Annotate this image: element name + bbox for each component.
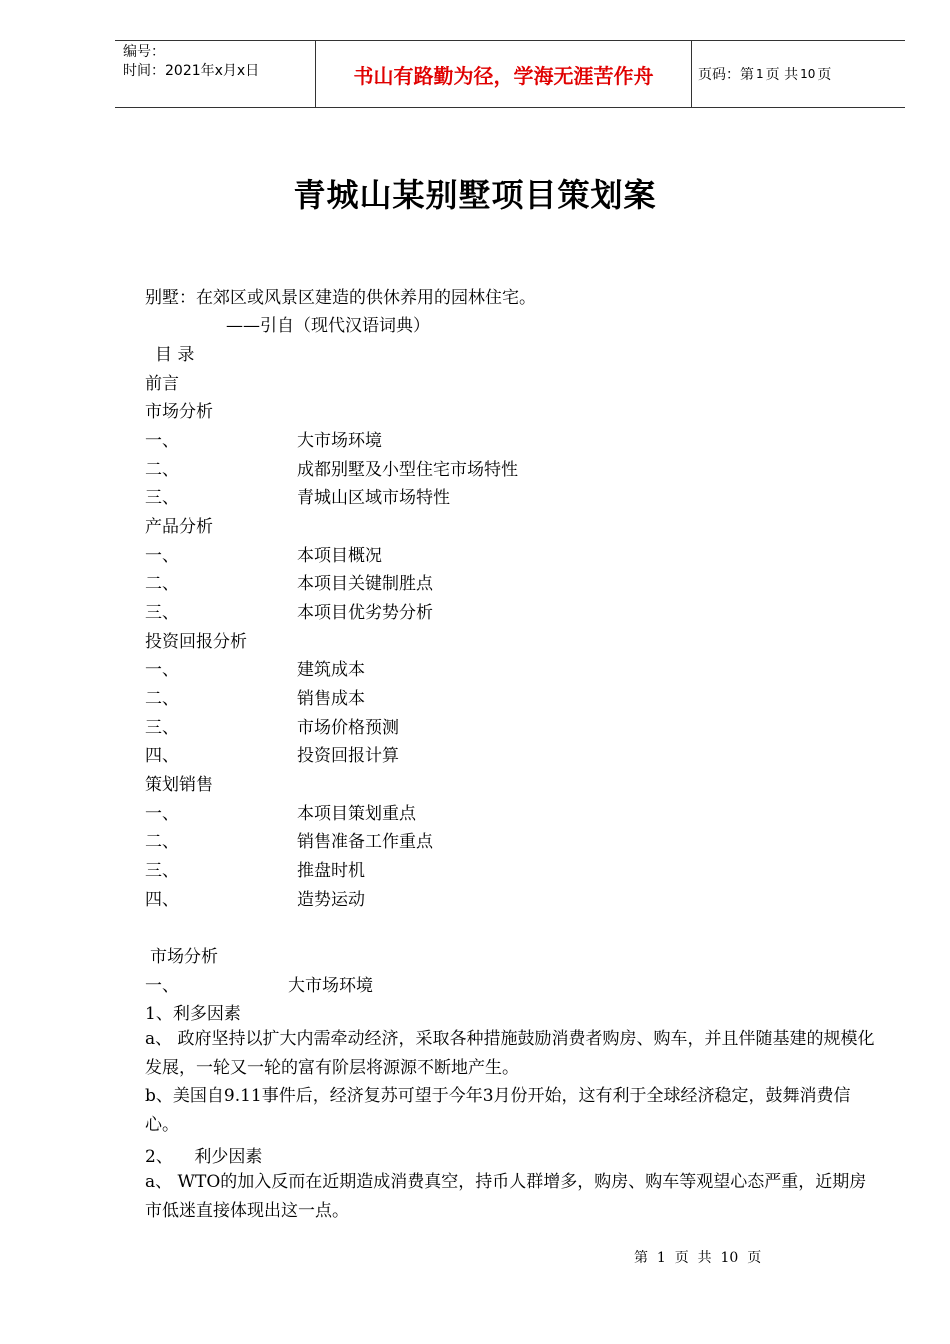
toc-item-num: 二、	[145, 832, 179, 852]
page-total: 10	[800, 67, 816, 81]
toc-item	[145, 569, 433, 594]
toc-item-num: 四、	[145, 890, 179, 910]
toc-item-num: 三、	[145, 488, 179, 508]
toc-item-num: 二、	[145, 689, 179, 709]
page-end: 页	[817, 67, 832, 83]
toc-item	[145, 684, 365, 709]
toc-preface: 前言	[145, 374, 179, 394]
toc-item-text: 建筑成本	[297, 660, 365, 680]
header-page-number	[698, 41, 831, 107]
toc-heading: 目 录	[155, 345, 195, 365]
toc-item-num: 一、	[145, 431, 179, 451]
toc-section-title: 策划销售	[145, 775, 213, 795]
header-meta	[115, 41, 315, 107]
toc-item-num: 二、	[145, 574, 179, 594]
toc-item-text: 销售成本	[297, 689, 365, 709]
toc-item	[145, 799, 416, 824]
toc-item	[145, 856, 365, 881]
page-footer: 第 1 页 共 10 页	[634, 1250, 762, 1266]
toc-item-text: 青城山区域市场特性	[297, 488, 450, 508]
toc-item-num: 三、	[145, 603, 179, 623]
toc-item	[145, 741, 399, 766]
toc-item	[145, 713, 399, 738]
page-header	[115, 40, 905, 108]
toc-item-num: 二、	[145, 460, 179, 480]
time-label: 时间：2021年x月x日	[123, 63, 260, 79]
citation-text: ——引自（现代汉语词典）	[226, 316, 430, 336]
toc-section-title: 产品分析	[145, 517, 213, 537]
toc-item-text: 大市场环境	[297, 431, 382, 451]
toc-item-text: 本项目优劣势分析	[297, 603, 433, 623]
toc-item-text: 推盘时机	[297, 861, 365, 881]
page-label: 页码：第	[698, 67, 754, 83]
toc-item	[145, 483, 450, 508]
toc-item-num: 三、	[145, 861, 179, 881]
toc-item-num: 四、	[145, 746, 179, 766]
toc-item-text: 造势运动	[297, 890, 365, 910]
toc-item	[145, 541, 382, 566]
section-title: 市场分析	[150, 947, 218, 967]
toc-item-num: 一、	[145, 546, 179, 566]
toc-item-text: 市场价格预测	[297, 718, 399, 738]
paragraph: b、美国自9.11事件后，经济复苏可望于今年3月份开始，这有利于全球经济稳定，鼓舞消费信心。	[145, 1086, 851, 1135]
toc-item-text: 成都别墅及小型住宅市场特性	[297, 460, 518, 480]
toc-item-text: 本项目策划重点	[297, 804, 416, 824]
toc-item	[145, 598, 433, 623]
toc-item-text: 本项目概况	[297, 546, 382, 566]
toc-item	[145, 827, 433, 852]
toc-item-num: 一、	[145, 660, 179, 680]
header-motto: 书山有路勤为径，学海无涯苦作舟	[315, 41, 692, 107]
toc-item-text: 销售准备工作重点	[297, 832, 433, 852]
factor-heading: 1、利多因素	[145, 1004, 241, 1024]
subsection-num: 一、	[145, 976, 179, 996]
subsection-text: 大市场环境	[288, 976, 373, 996]
number-label: 编号：	[123, 44, 165, 60]
factor-heading: 2、 利少因素	[145, 1147, 263, 1167]
toc-item	[145, 426, 382, 451]
page-mid: 页 共	[765, 67, 799, 83]
toc-item	[145, 655, 365, 680]
paragraph: a、 政府坚持以扩大内需牵动经济，采取各种措施鼓励消费者购房、购车，并且伴随基建的规模化发展，一轮又一轮的富有阶层将源源不断地产生。	[145, 1029, 875, 1078]
page-current: 1	[756, 67, 764, 81]
toc-item	[145, 885, 365, 910]
toc-item-text: 投资回报计算	[297, 746, 399, 766]
toc-section-title: 市场分析	[145, 402, 213, 422]
paragraph: a、 WTO的加入反而在近期造成消费真空，持币人群增多，购房、购车等观望心态严重，近期房市低迷直接体现出这一点。	[145, 1172, 867, 1221]
toc-item-text: 本项目关键制胜点	[297, 574, 433, 594]
definition-text: 别墅：在郊区或风景区建造的供休养用的园林住宅。	[145, 288, 536, 308]
document-title: 青城山某别墅项目策划案	[293, 176, 657, 214]
toc-item	[145, 455, 518, 480]
toc-item-num: 一、	[145, 804, 179, 824]
subsection-heading	[145, 971, 373, 996]
toc-section-title: 投资回报分析	[145, 632, 247, 652]
toc-item-num: 三、	[145, 718, 179, 738]
